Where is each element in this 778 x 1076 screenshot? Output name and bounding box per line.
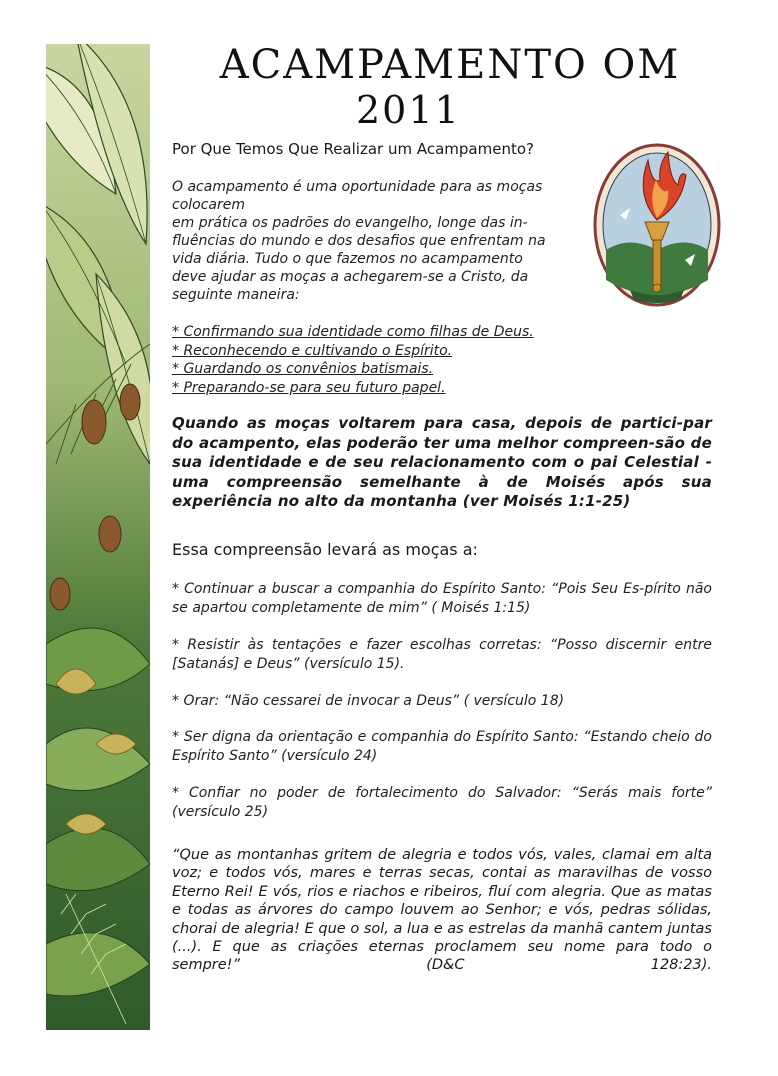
intro-line: fluências do mundo e dos desafios que enfrentam na (172, 233, 546, 249)
section-heading: Por Que Temos Que Realizar um Acampamento? (172, 140, 534, 158)
torch-emblem (590, 140, 724, 310)
list-item: * Resistir às tentações e fazer escolhas corretas: “Posso discernir entre [Satanás] e Deus” (versículo 15). (172, 637, 712, 672)
list-item: * Orar: “Não cessarei de invocar a Deus” ( versículo 18) (172, 693, 565, 709)
intro-line: em prática os padrões do evangelho, longe das in- (172, 215, 528, 231)
page-title: ACAMPAMENTO OM (219, 42, 681, 88)
bullet-item: * Preparando-se para seu futuro papel. (172, 379, 446, 396)
bullet-item: * Guardando os convênios batismais. (172, 361, 434, 377)
section-subheading: Essa compreensão levará as moças a: (172, 540, 478, 559)
emphasis-paragraph: Quando as moças voltarem para casa, depois de partici-par do acampento, elas poderão ter uma melhor compreen-são de sua identidade e de seu relacionamento com o pai Celestial - uma compreensão semelhante à de Moisés após sua experiência no alto da montanha (ver Moisés 1:1-25) (172, 414, 712, 510)
scripture-quote: “Que as montanhas gritem de alegria e todos vós, vales, clamai em alta voz; e todos vós, mares e terras secas, contai as maravilhas de vosso Eterno Rei! E vós, rios e riachos e ribeiros, fluí com alegria. Que as matas e todas as árvores do campo louvem ao Senhor; e vós, pedras sólidas, chorai de alegria! E que o sol, a lua e as estrelas da manhã cantem juntas (...). E que as criações eternas proclamem seu nome para todo o sempre!” (D&C 128:23). (172, 847, 712, 974)
intro-line: colocarem (172, 197, 246, 213)
goal-bullet-list (172, 323, 534, 397)
bullet-item: * Reconhecendo e cultivando o Espírito. (172, 342, 453, 359)
bullet-item: * Confirmando sua identidade como filhas de Deus. (172, 324, 534, 340)
list-item: * Continuar a buscar a companhia do Espírito Santo: “Pois Seu Es-pírito não se apartou completamente de mim” ( Moisés 1:15) (172, 581, 712, 616)
list-item: * Confiar no poder de fortalecimento do Salvador: “Serás mais forte” (versículo 25) (172, 785, 712, 820)
intro-line: deve ajudar as moças a achegarem-se a Cristo, da (172, 269, 529, 285)
page-title-year: 2011 (356, 88, 461, 132)
intro-line: O acampamento é uma oportunidade para as moças (172, 179, 543, 195)
foliage-border-illustration (46, 44, 150, 1030)
intro-line: seguinte maneira: (172, 287, 300, 303)
list-item: * Ser digna da orientação e companhia do Espírito Santo: “Estando cheio do Espírito Santo” (versículo 24) (172, 729, 712, 764)
intro-line: vida diária. Tudo o que fazemos no acampamento (172, 251, 523, 267)
intro-paragraph (172, 178, 588, 304)
